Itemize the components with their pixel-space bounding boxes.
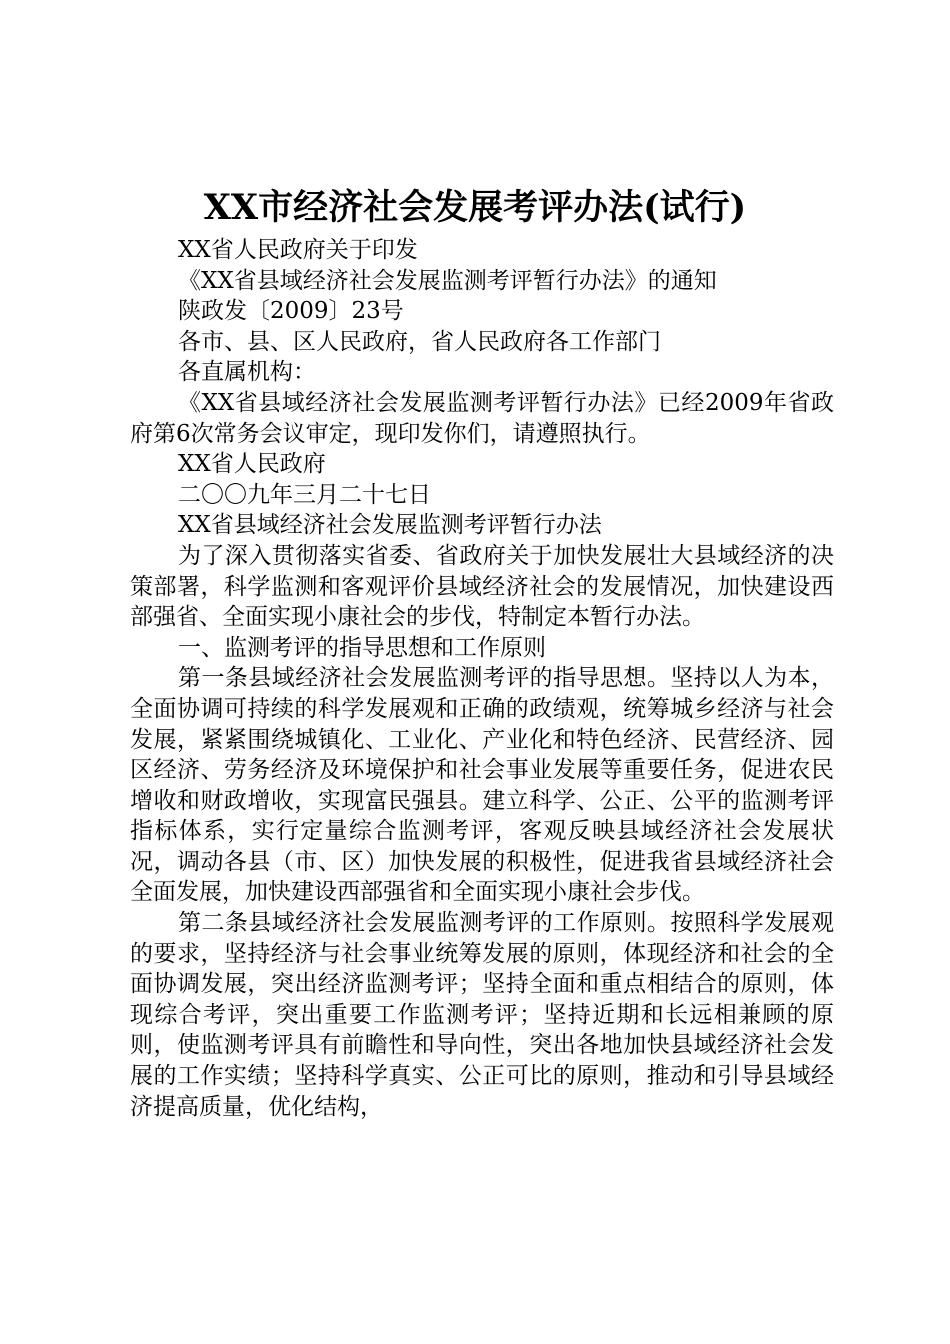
notice-paragraph: 《XX省县域经济社会发展监测考评暂行办法》已经2009年省政府第6次常务会议审定，现印发你们，请遵照执行。 — [130, 389, 834, 447]
article-2-paragraph: 第二条县域经济社会发展监测考评的工作原则。按照科学发展观的要求，坚持经济与社会事业统筹发展的原则，体现经济和社会的全面协调发展，突出经济监测考评；坚持全面和重点相结合的原则，体现综合考评，突出重要工作监测考评；坚持近期和长远相兼顾的原则，使监测考评具有前瞻性和导向性，突出各地加快县域经济社会发展的工作实绩；坚持科学真实、公正可比的原则，推动和引导县域经济提高质量，优化结构， — [130, 910, 834, 1120]
document-number: 陕政发〔2009〕23号 — [178, 298, 404, 325]
article-1-paragraph: 第一条县域经济社会发展监测考评的指导思想。坚持以人为本，全面协调可持续的科学发展观和正确的政绩观，统筹城乡经济与社会发展，紧紧围绕城镇化、工业化、产业化和特色经济、民营经济、园区经济、劳务经济及环境保护和社会事业发展等重要任务，促进农民增收和财政增收，实现富民强县。建立科学、公正、公平的监测考评指标体系，实行定量综合监测考评，客观反映县域经济社会发展状况，调动各县（市、区）加快发展的积极性，促进我省县域经济社会全面发展，加快建设西部强省和全面实现小康社会步伐。 — [130, 665, 834, 906]
signature: XX省人民政府 — [178, 451, 326, 478]
intro-paragraph: 为了深入贯彻落实省委、省政府关于加快发展壮大县域经济的决策部署，科学监测和客观评价县域经济社会的发展情况，加快建设西部强省、全面实现小康社会的步伐，特制定本暂行办法。 — [130, 542, 834, 631]
recipients-line-2: 各直属机构： — [178, 359, 316, 386]
recipients-line-1: 各市、县、区人民政府，省人民政府各工作部门 — [178, 328, 661, 355]
section-heading: 一、监测考评的指导思想和工作原则 — [178, 634, 546, 661]
measures-title: XX省县域经济社会发展监测考评暂行办法 — [178, 512, 602, 539]
issue-date: 二〇〇九年三月二十七日 — [178, 481, 431, 508]
document-title: XX市经济社会发展考评办法(试行) — [203, 187, 747, 228]
notice-heading-line-1: XX省人民政府关于印发 — [178, 237, 418, 263]
notice-heading-line-2: 《XX省县域经济社会发展监测考评暂行办法》的通知 — [178, 267, 717, 294]
document-body — [130, 235, 834, 1122]
